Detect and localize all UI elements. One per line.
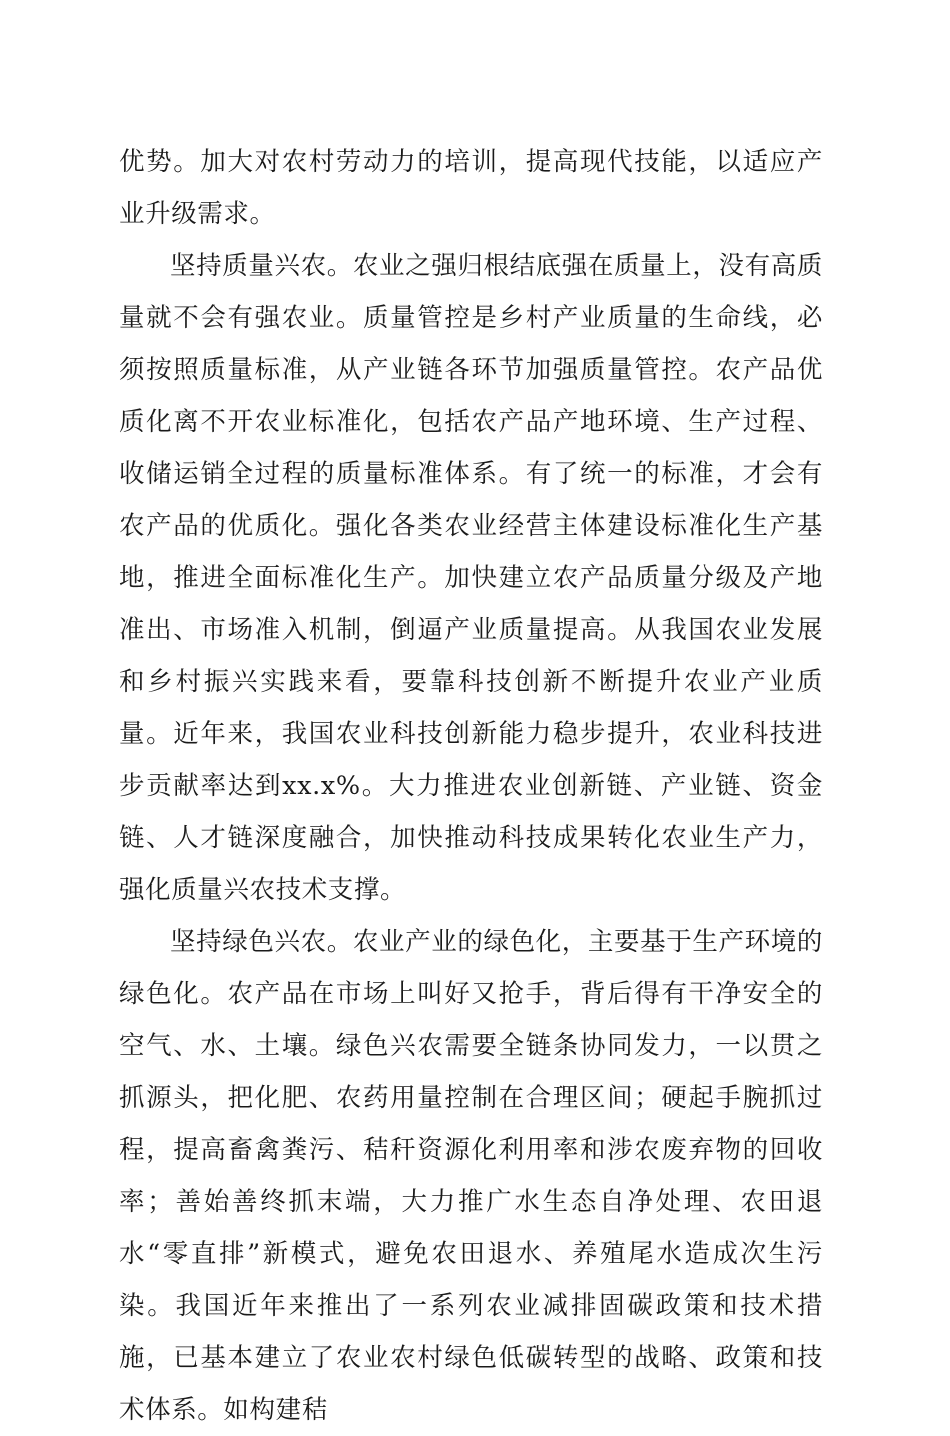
paragraph-continuation: 优势。加大对农村劳动力的培训，提高现代技能，以适应产业升级需求。	[119, 147, 823, 229]
document-body	[119, 136, 823, 1436]
paragraph-quality-agriculture: 坚持质量兴农。农业之强归根结底强在质量上，没有高质量就不会有强农业。质量管控是乡村产业质量的生命线，必须按照质量标准，从产业链各环节加强质量管控。农产品优质化离不开农业标准化，包括农产品产地环境、生产过程、收储运销全过程的质量标准体系。有了统一的标准，才会有农产品的优质化。强化各类农业经营主体建设标准化生产基地，推进全面标准化生产。加快建立农产品质量分级及产地准出、市场准入机制，倒逼产业质量提高。从我国农业发展和乡村振兴实践来看，要靠科技创新不断提升农业产业质量。近年来，我国农业科技创新能力稳步提升，农业科技进步贡献率达到xx.x%。大力推进农业创新链、产业链、资金链、人才链深度融合，加快推动科技成果转化农业生产力，强化质量兴农技术支撑。	[119, 251, 823, 905]
paragraph-green-agriculture: 坚持绿色兴农。农业产业的绿色化，主要基于生产环境的绿色化。农产品在市场上叫好又抢手，背后得有干净安全的空气、水、土壤。绿色兴农需要全链条协同发力，一以贯之抓源头，把化肥、农药用量控制在合理区间；硬起手腕抓过程，提高畜禽粪污、秸秆资源化利用率和涉农废弃物的回收率；善始善终抓末端，大力推广水生态自净处理、农田退水“零直排”新模式，避免农田退水、养殖尾水造成次生污染。我国近年来推出了一系列农业减排固碳政策和技术措施，已基本建立了农业农村绿色低碳转型的战略、政策和技术体系。如构建秸	[119, 927, 823, 1425]
